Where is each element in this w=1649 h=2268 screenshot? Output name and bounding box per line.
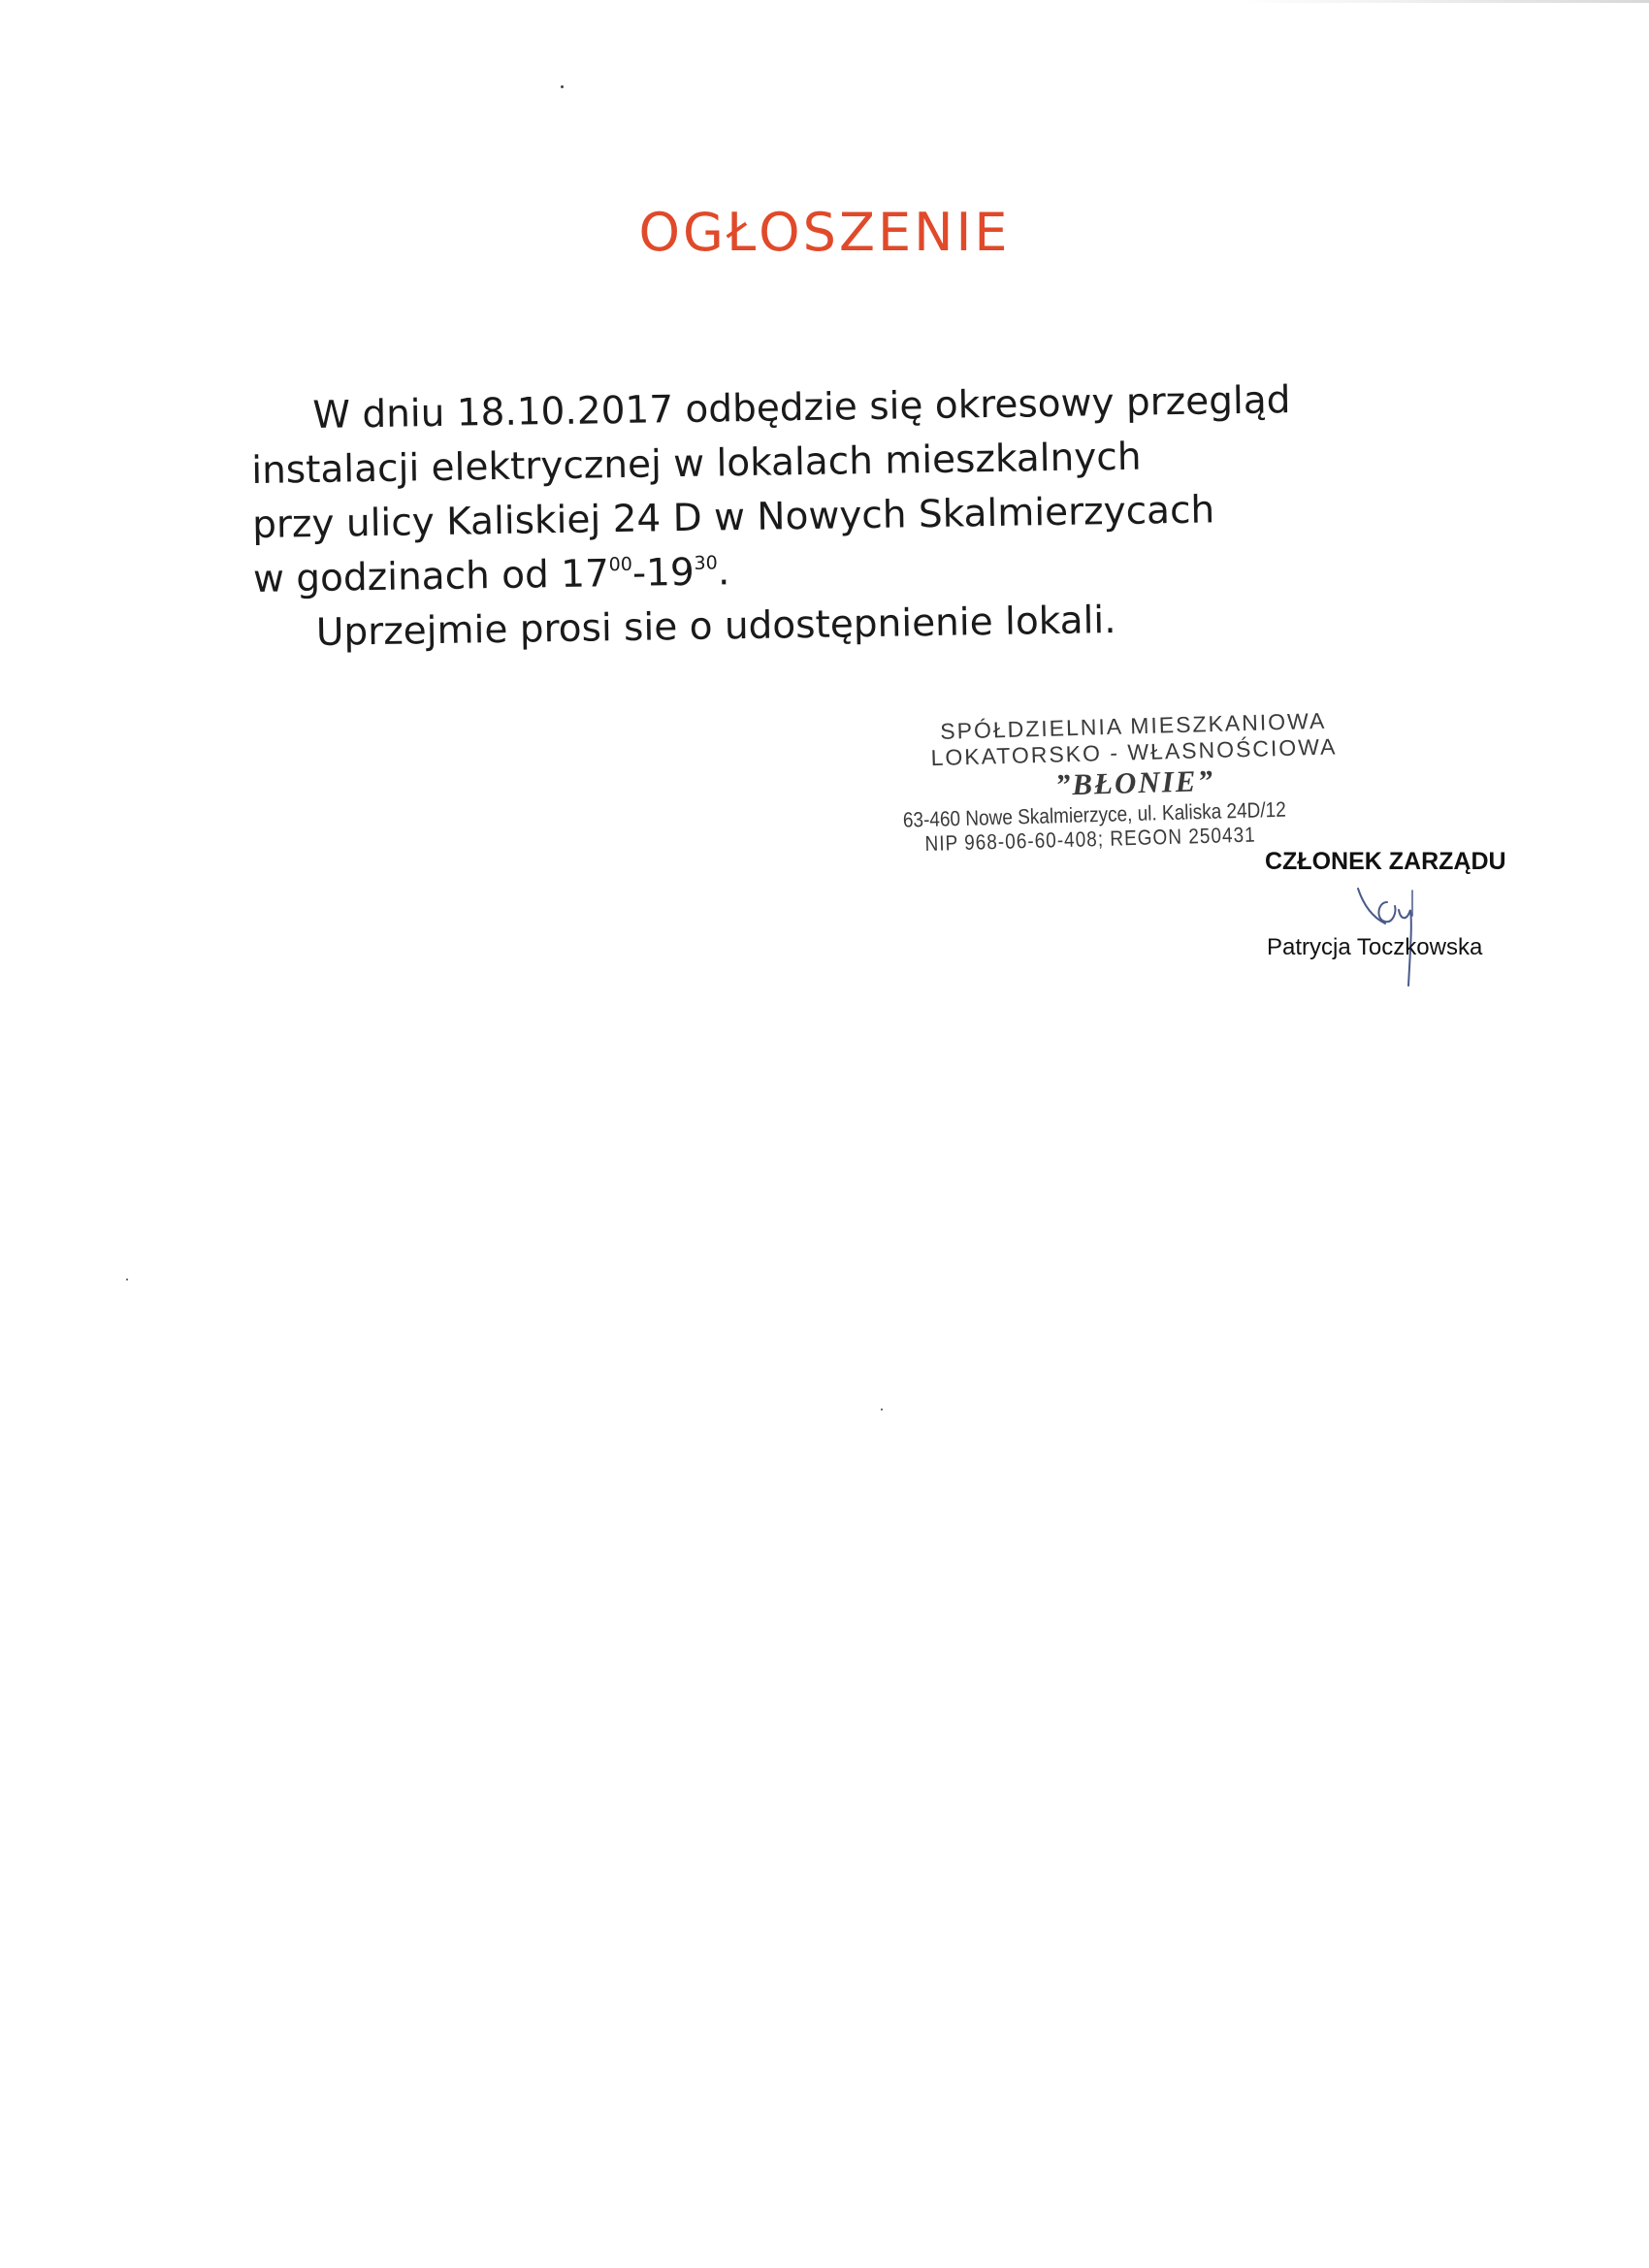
notice-line: instalacji elektrycznej w lokalach mieszkalnych [250,435,1142,493]
scan-speck [881,1409,883,1410]
scan-speck [561,85,564,88]
notice-body [250,373,1370,662]
scan-speck [126,1279,128,1280]
signatory-role: CZŁONEK ZARZĄDU [1265,848,1506,875]
scan-edge [1242,0,1649,3]
stamp-name: ”BŁONIE” [1054,762,1215,802]
notice-line: Uprzejmie prosi sie o udostępnienie lokali. [315,599,1116,655]
cooperative-stamp [900,707,1370,856]
stamp-line: SPÓŁDZIELNIA MIESZKANIOWA [939,707,1327,744]
time-prefix: w godzinach od 17 [252,552,610,601]
time-separator: -19 [631,550,695,596]
time-start-minutes: 00 [608,553,633,576]
time-end-minutes: 30 [694,552,718,574]
stamp-line: LOKATORSKO - WŁASNOŚCIOWA [930,733,1338,771]
page-title: OGŁOSZENIE [638,202,1011,264]
notice-line: W dniu 18.10.2017 odbędzie się okresowy przegląd [312,378,1291,437]
time-suffix: . [717,550,730,595]
stamp-ids: NIP 968-06-60-408; REGON 250431 [924,824,1256,857]
stamp-address: 63-460 Nowe Skalmierzyce, ul. Kaliska 24D/12 [902,798,1287,833]
signatory-name: Patrycja Toczkowska [1267,934,1483,960]
notice-line: przy ulicy Kaliskiej 24 D w Nowych Skalmierzycach [251,488,1215,547]
